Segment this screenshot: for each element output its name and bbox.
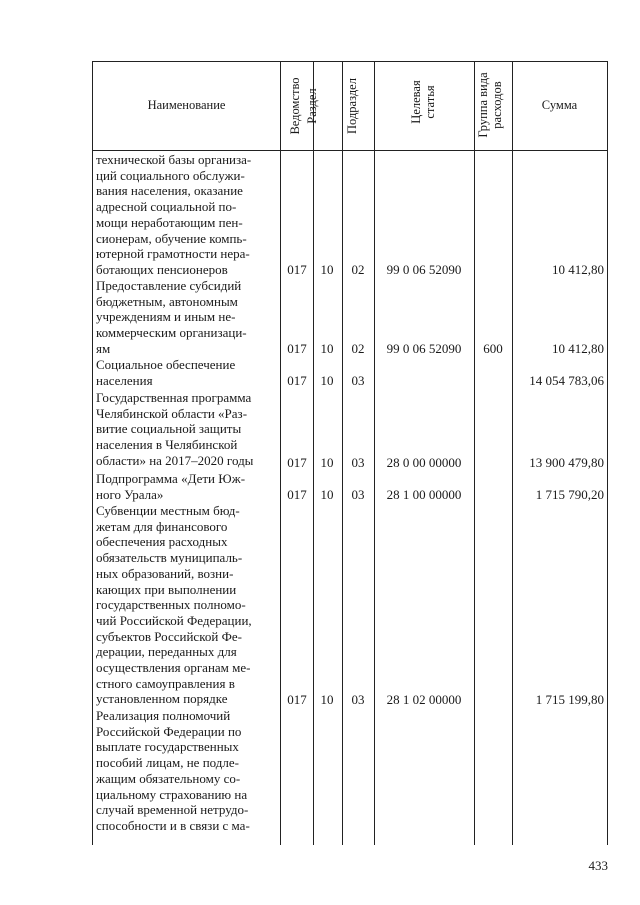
- row-razd: 10: [320, 487, 334, 502]
- col-divider-sum: [512, 61, 513, 845]
- header-naimenovanie: Наименование: [147, 98, 226, 112]
- row-cel: 28 1 02 00000: [386, 692, 462, 707]
- page-number: 433: [588, 858, 608, 873]
- row-cel: 99 0 06 52090: [386, 341, 462, 356]
- row-razd: 10: [320, 262, 334, 277]
- row-sum: 10 412,80: [552, 262, 604, 277]
- row-name: технической базы организа- ций социального обслужи- вания населения, оказание адресной социальной по- мощи неработающим пен- сионерам, обучение компь- ютерной грамотности нера- ботающих пенсионеров: [96, 152, 252, 277]
- row-sum: 13 900 479,80: [529, 455, 604, 470]
- row-ved: 017: [287, 455, 307, 470]
- row-sum: 1 715 790,20: [535, 487, 604, 502]
- header-razdel: Раздел: [305, 88, 319, 124]
- row-pod: 03: [351, 487, 365, 502]
- row-name: Социальное обеспечение населения: [96, 357, 236, 388]
- row-name: Подпрограмма «Дети Юж- ного Урала»: [96, 471, 246, 502]
- row-name: Субвенции местным бюд- жетам для финансового обеспечения расходных обязательств муниципаль- ных образований, возни- кающих при выполнении государственных полномо- чий Российской Федерации, субъектов Российской Фе- дерации, переданных для осуществления органам ме- стного самоуправления в установленном порядке: [96, 503, 252, 707]
- row-grp: 600: [483, 341, 503, 356]
- header-vedomstvo: Ведомство: [288, 77, 302, 135]
- row-sum: 1 715 199,80: [535, 692, 604, 707]
- row-pod: 03: [351, 373, 365, 388]
- row-razd: 10: [320, 455, 334, 470]
- col-divider-razd: [313, 61, 314, 845]
- row-name: Реализация полномочий Российской Федерации по выплате государственных пособий лицам, не подле- жащим обязательному со- циальному страхованию на случай временной нетрудо- способности и в связи с ма-: [96, 708, 250, 833]
- row-pod: 03: [351, 455, 365, 470]
- header-gruppa-line1: Группа вида: [476, 72, 490, 138]
- row-ved: 017: [287, 692, 307, 707]
- row-cel: 99 0 06 52090: [386, 262, 462, 277]
- row-ved: 017: [287, 341, 307, 356]
- row-sum: 10 412,80: [552, 341, 604, 356]
- row-pod: 02: [351, 341, 365, 356]
- row-pod: 02: [351, 262, 365, 277]
- col-divider-grp: [474, 61, 475, 845]
- row-pod: 03: [351, 692, 365, 707]
- row-ved: 017: [287, 487, 307, 502]
- row-name: Государственная программа Челябинской области «Раз- витие социальной защиты населения в Челябинской области» на 2017–2020 годы: [96, 390, 254, 468]
- table-top-border: [92, 61, 607, 62]
- row-razd: 10: [320, 373, 334, 388]
- row-razd: 10: [320, 341, 334, 356]
- col-divider-cel: [374, 61, 375, 845]
- col-divider-pod: [342, 61, 343, 845]
- header-summa: Сумма: [541, 98, 578, 112]
- col-divider-right: [607, 61, 608, 845]
- header-bottom-border: [92, 150, 607, 151]
- col-divider-ved: [280, 61, 281, 845]
- header-podrazdel: Подраздел: [345, 78, 359, 134]
- row-name: Предоставление субсидий бюджетным, автономным учреждениям и иным не- коммерческим организаци- ям: [96, 278, 247, 356]
- row-razd: 10: [320, 692, 334, 707]
- row-sum: 14 054 783,06: [529, 373, 604, 388]
- header-gruppa-line2: расходов: [490, 81, 504, 129]
- row-cel: 28 0 00 00000: [386, 455, 462, 470]
- header-celevaya-line1: Целевая: [409, 80, 423, 124]
- col-divider-left: [92, 61, 93, 845]
- row-ved: 017: [287, 262, 307, 277]
- header-celevaya-line2: статья: [423, 85, 437, 119]
- row-cel: 28 1 00 00000: [386, 487, 462, 502]
- row-ved: 017: [287, 373, 307, 388]
